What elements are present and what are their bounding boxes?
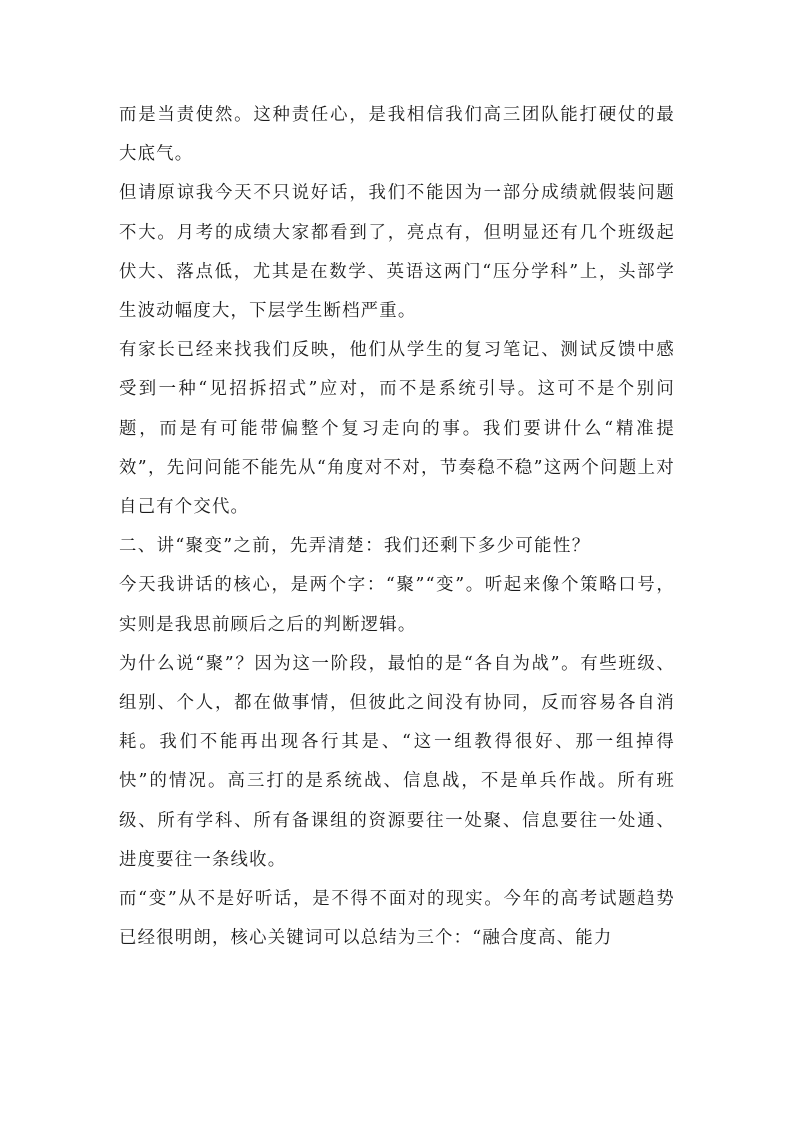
paragraph-exam-results: 但请原谅我今天不只说好话，我们不能因为一部分成绩就假装问题不大。月考的成绩大家都看到了，亮点有，但明显还有几个班级起伏大、落点低，尤其是在数学、英语这两门“压分学科”上，头部学生波动幅度大，下层学生断档严重。 [119,183,675,322]
paragraph-core-idea: 今天我讲话的核心，是两个字：“聚”“变”。听起来像个策略口号，实则是我思前顾后之后的判断逻辑。 [119,575,675,635]
document-body [119,96,675,958]
paragraph-why-gather: 为什么说“聚”？因为这一阶段，最怕的是“各自为战”。有些班级、组别、个人，都在做事情，但彼此之间没有协同，反而容易各自消耗。我们不能再出现各行其是、“这一组教得很好、那一组掉得快”的情况。高三打的是系统战、信息战，不是单兵作战。所有班级、所有学科、所有备课组的资源要往一处聚、信息要往一处通、进度要往一条线收。 [119,653,675,870]
section-heading-2: 二、讲“聚变”之前，先弄清楚：我们还剩下多少可能性？ [119,536,591,557]
paragraph-why-change: 而“变”从不是好听话，是不得不面对的现实。今年的高考试题趋势已经很明朗，核心关键词可以总结为三个：“融合度高、能力 [119,889,675,949]
paragraph-parent-feedback: 有家长已经来找我们反映，他们从学生的复习笔记、测试反馈中感受到一种“见招拆招式”应对，而不是系统引导。这可不是个别问题，而是有可能带偏整个复习走向的事。我们要讲什么“精准提效”，先问问能不能先从“角度对不对，节奏稳不稳”这两个问题上对自己有个交代。 [119,340,675,518]
paragraph-responsibility: 而是当责使然。这种责任心，是我相信我们高三团队能打硬仗的最大底气。 [119,105,675,165]
